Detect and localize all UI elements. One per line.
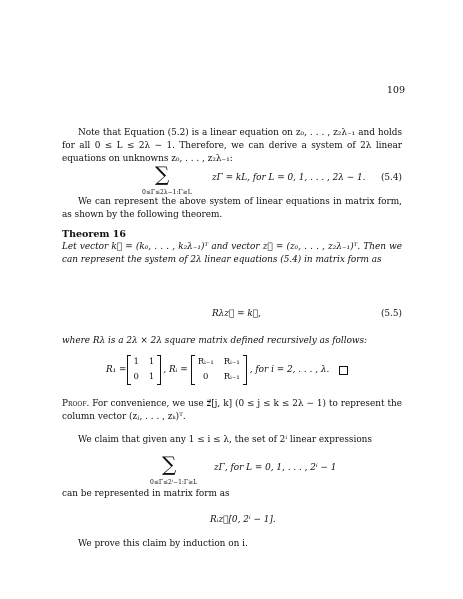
page-number: 109	[386, 85, 405, 96]
right-bracket	[157, 355, 161, 385]
equation-body: zΓ = kL, for L = 0, 1, . . . , 2λ − 1.	[212, 173, 366, 183]
equation-body: Rλz⃗ = k⃗,	[212, 309, 261, 319]
ri-label: , Rᵢ =	[163, 364, 188, 375]
sum-subscript: 0≤Γ≤2ⁱ−1:Γ≥L	[150, 479, 198, 486]
matrix-tail: , for i = 2, . . . , λ.	[249, 364, 330, 375]
matrix-r1	[131, 356, 158, 384]
equation-body: Rᵢz⃗[0, 2ⁱ − 1].	[210, 515, 276, 525]
equation-number: (5.5)	[380, 309, 402, 319]
equation-number: (5.4)	[380, 173, 402, 183]
matrix-cell: 1	[133, 357, 139, 367]
theorem-text-2: where Rλ is a 2λ × 2λ square matrix defined recursively as follows:	[62, 336, 368, 346]
sum-symbol: ∑	[155, 162, 170, 186]
paragraph-4: can be represented in matrix form as	[62, 489, 230, 499]
paragraph-3: We claim that given any 1 ≤ i ≤ λ, the set of 2ⁱ linear expressions	[78, 435, 372, 445]
paragraph-5: We prove this claim by induction on i.	[78, 539, 248, 549]
sum-symbol: ∑	[162, 452, 177, 476]
matrix-cell: Rᵢ₋₁	[223, 372, 240, 382]
theorem-title: Theorem 16	[62, 229, 126, 240]
proof-label: Proof.	[62, 399, 90, 409]
qed-box	[339, 366, 348, 375]
theorem-text-1: Let vector k⃗ = (k₀, . . . , k₂λ₋₁)ᵀ and vector z⃗ = (z₀, . . . , z₂λ₋₁)ᵀ. Then we can represent the system of 2λ linear equations (5.4) in matrix form as	[62, 242, 402, 265]
matrix-cell: 0	[203, 372, 209, 382]
matrix-definition	[106, 355, 348, 385]
paragraph-1: Note that Equation (5.2) is a linear equation on z₀, . . . , z₂λ₋₁ and holds for all 0 ≤ L ≤ 2λ − 1. Therefore, we can derive a system of 2λ linear equations on unknowns z₀, . . . , z₂λ₋₁:	[62, 128, 402, 164]
matrix-cell: 1	[148, 372, 155, 382]
matrix-cell: 1	[148, 357, 155, 367]
sum-subscript: 0≤Γ≤2λ−1:Γ≥L	[142, 189, 192, 196]
matrix-cell: Rᵢ₋₁	[223, 357, 240, 367]
equation-body: zΓ, for L = 0, 1, . . . , 2ⁱ − 1	[214, 463, 337, 473]
matrix-ri	[195, 356, 243, 384]
paragraph-2: We can represent the above system of linear equations in matrix form, as shown by the following theorem.	[62, 197, 402, 220]
r1-label: R₁ =	[106, 364, 127, 375]
matrix-cell: Rᵢ₋₁	[197, 357, 214, 367]
matrix-cell: 0	[133, 372, 139, 382]
proof-paragraph	[62, 398, 402, 424]
right-bracket	[243, 355, 247, 385]
proof-text: For convenience, we use z⃗[j, k] (0 ≤ j ≤ k ≤ 2λ − 1) to represent the column vector (zⱼ, . . . , zₖ)ᵀ.	[62, 399, 402, 422]
